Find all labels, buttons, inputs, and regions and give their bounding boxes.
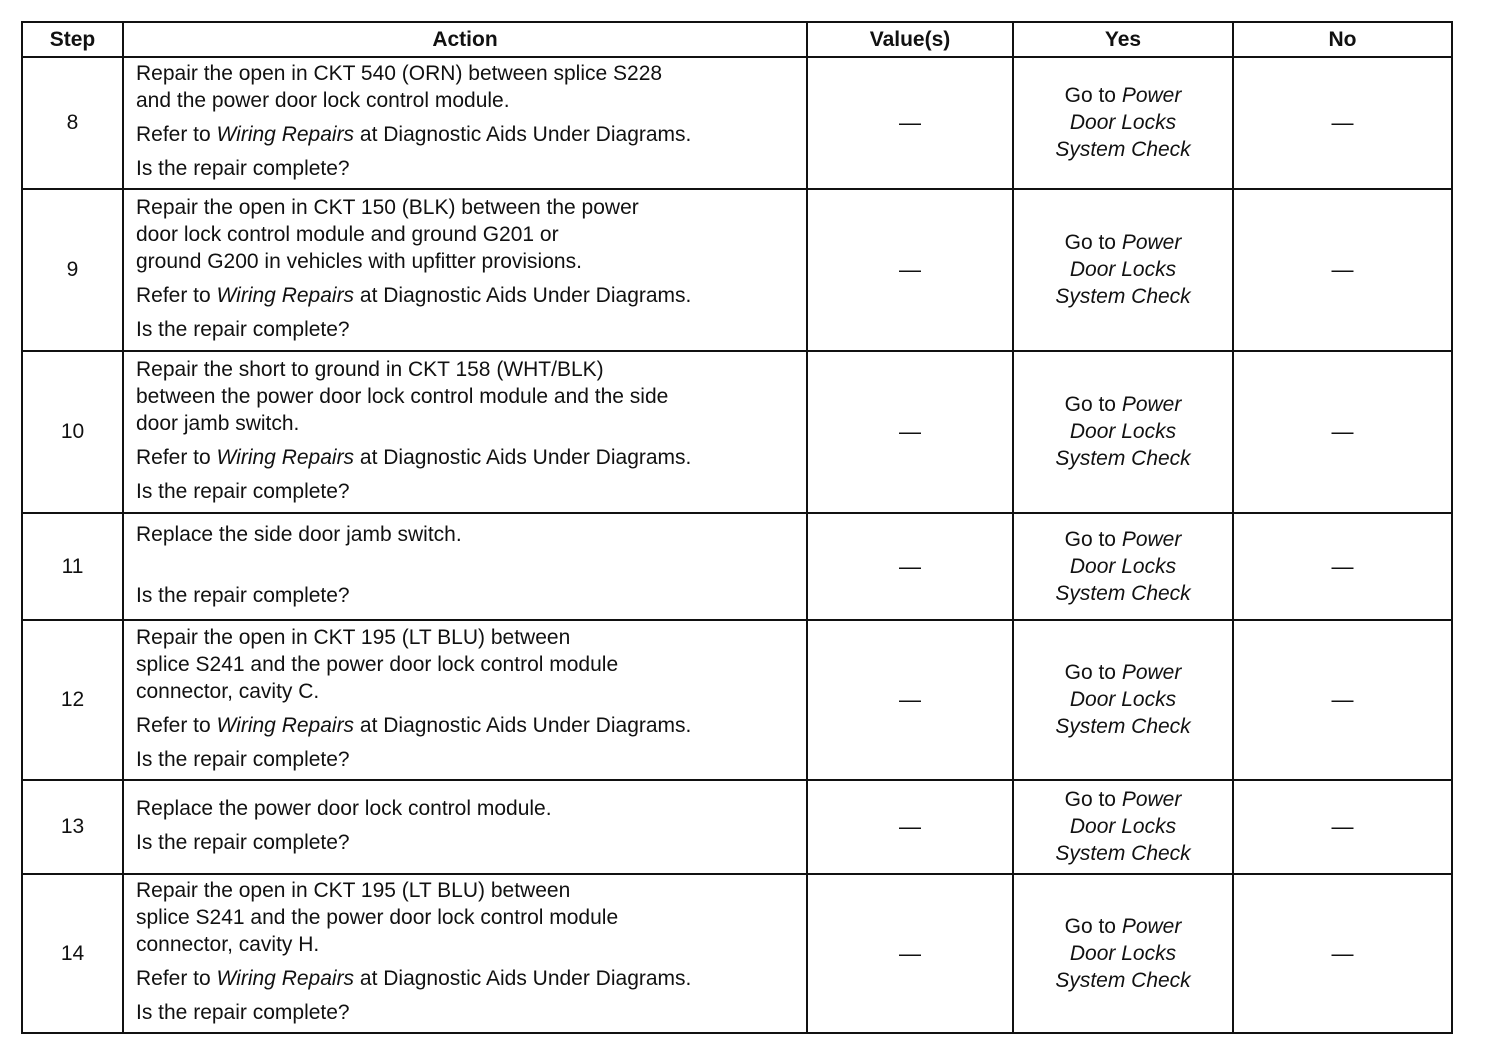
table-header-row [22,22,1452,57]
step-number: 8 [22,57,123,189]
action-question: Is the repair complete? [136,830,350,854]
action-question: Is the repair complete? [136,157,350,180]
step-number: 12 [22,620,123,780]
refer-reference: Wiring Repairs [216,123,355,146]
value-cell: — [807,513,1013,620]
yes-target: Power [1121,393,1182,416]
action-line: and the power door lock control module. [136,89,510,112]
yes-target: Door Locks [1069,420,1177,443]
value-cell: — [807,780,1013,874]
no-cell: — [1233,351,1452,513]
refer-suffix: at Diagnostic Aids Under Diagrams. [354,967,692,990]
action-line: connector, cavity H. [136,933,320,956]
action-question: Is the repair complete? [136,583,350,607]
no-cell: — [1233,780,1452,874]
yes-target: Power [1121,788,1182,811]
step-number: 9 [22,189,123,351]
refer-reference: Wiring Repairs [216,283,355,307]
yes-prefix: Go to [1064,788,1122,811]
refer-reference: Wiring Repairs [216,445,355,469]
refer-suffix: at Diagnostic Aids Under Diagrams. [354,713,692,737]
yes-target: Power [1121,661,1182,684]
yes-target: System Check [1055,715,1191,738]
action-line: Replace the power door lock control module. [136,796,552,820]
yes-prefix: Go to [1064,393,1122,416]
yes-target: Door Locks [1069,688,1177,711]
yes-target: Power [1121,914,1182,938]
yes-cell [1013,513,1233,620]
yes-prefix: Go to [1064,527,1122,551]
yes-target: Power [1121,231,1182,254]
action-line: splice S241 and the power door lock control module [136,652,619,676]
yes-target: Door Locks [1069,554,1177,578]
table-row [22,351,1452,513]
step-number: 11 [22,513,123,620]
table-row [22,874,1452,1033]
table-row [22,780,1452,874]
refer-note [136,965,798,992]
refer-suffix: at Diagnostic Aids Under Diagrams. [354,445,692,469]
table-row [22,620,1452,780]
step-number: 10 [22,351,123,513]
value-cell: — [807,57,1013,189]
action-cell [123,351,807,513]
header-action: Action [123,22,807,57]
header-values: Value(s) [807,22,1013,57]
table-row [22,513,1452,620]
action-line: Repair the short to ground in CKT 158 (WHT/BLK) [136,357,604,381]
action-line: Replace the side door jamb switch. [136,522,462,546]
action-cell [123,57,807,189]
refer-note [136,444,798,471]
yes-prefix: Go to [1064,231,1122,254]
action-question: Is the repair complete? [136,317,350,341]
no-cell: — [1233,513,1452,620]
action-cell [123,620,807,780]
yes-target: Door Locks [1069,258,1177,281]
yes-cell [1013,620,1233,780]
yes-target: Door Locks [1069,815,1177,838]
table-row [22,189,1452,351]
value-cell: — [807,189,1013,351]
action-description [136,521,798,548]
no-cell: — [1233,874,1452,1033]
value-cell: — [807,874,1013,1033]
header-yes: Yes [1013,22,1233,57]
yes-prefix: Go to [1064,84,1122,107]
refer-suffix: at Diagnostic Aids Under Diagrams. [354,283,692,307]
step-number: 14 [22,874,123,1033]
yes-target: System Check [1055,285,1191,308]
refer-note [136,282,798,309]
yes-target: Door Locks [1069,111,1177,134]
refer-prefix: Refer to [136,123,217,146]
refer-prefix: Refer to [136,967,217,990]
yes-cell [1013,874,1233,1033]
action-line: Repair the open in CKT 195 (LT BLU) between [136,625,571,649]
refer-note [136,121,798,148]
yes-cell [1013,351,1233,513]
no-cell: — [1233,57,1452,189]
action-line: Repair the open in CKT 540 (ORN) between splice S228 [136,62,663,85]
value-cell: — [807,351,1013,513]
refer-reference: Wiring Repairs [216,713,355,737]
yes-prefix: Go to [1064,661,1122,684]
action-line: between the power door lock control module and the side [136,384,669,408]
action-line: splice S241 and the power door lock control module [136,906,619,929]
yes-target: Power [1121,527,1182,551]
yes-target: System Check [1055,968,1191,992]
action-line: door jamb switch. [136,411,300,435]
action-description [136,194,798,275]
value-cell: — [807,620,1013,780]
refer-prefix: Refer to [136,445,217,469]
yes-target: Door Locks [1069,941,1177,965]
yes-target: Power [1121,84,1182,107]
action-description [136,60,798,114]
yes-target: System Check [1055,581,1191,605]
refer-prefix: Refer to [136,713,217,737]
refer-reference: Wiring Repairs [216,967,355,990]
action-cell [123,513,807,620]
yes-prefix: Go to [1064,914,1122,938]
action-line: connector, cavity C. [136,679,320,703]
action-line: Repair the open in CKT 195 (LT BLU) between [136,879,571,902]
yes-cell [1013,189,1233,351]
action-cell [123,189,807,351]
header-step: Step [22,22,123,57]
step-number: 13 [22,780,123,874]
action-description [136,356,798,437]
action-description [136,877,798,958]
yes-target: System Check [1055,842,1191,865]
refer-note [136,712,798,739]
action-question: Is the repair complete? [136,1001,350,1024]
action-line: door lock control module and ground G201 or [136,222,559,246]
yes-cell [1013,57,1233,189]
refer-suffix: at Diagnostic Aids Under Diagrams. [354,123,692,146]
yes-target: System Check [1055,447,1191,470]
action-question: Is the repair complete? [136,479,350,503]
yes-cell [1013,780,1233,874]
action-description [136,624,798,705]
table-row [22,57,1452,189]
no-cell: — [1233,189,1452,351]
diagnostic-table [21,21,1453,1034]
action-question: Is the repair complete? [136,747,350,771]
no-cell: — [1233,620,1452,780]
yes-target: System Check [1055,138,1191,161]
action-cell [123,874,807,1033]
action-cell [123,780,807,874]
action-line: Repair the open in CKT 150 (BLK) between the power [136,195,639,219]
refer-prefix: Refer to [136,283,217,307]
action-description [136,795,798,822]
action-line: ground G200 in vehicles with upfitter provisions. [136,249,582,273]
header-no: No [1233,22,1452,57]
